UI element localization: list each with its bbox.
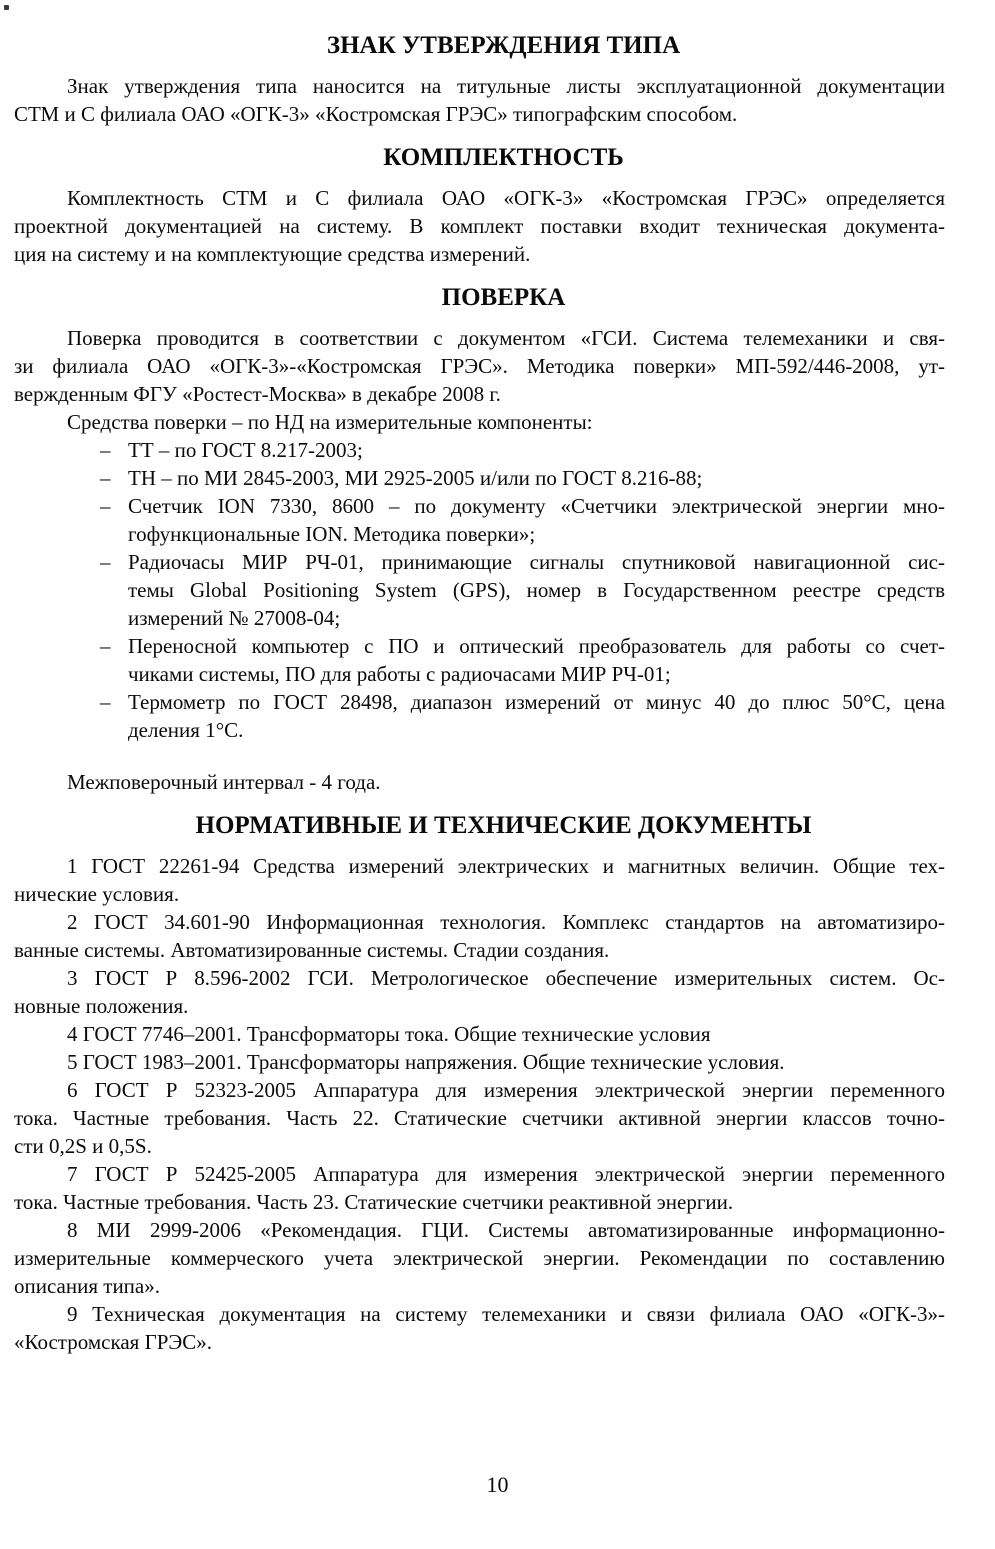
text-line: Знак утверждения типа наносится на титульные листы эксплуатационной документации xyxy=(67,74,945,98)
bullet-dash-marker: – xyxy=(100,438,111,462)
normative-doc-item-9 xyxy=(14,1300,945,1356)
text-line: новные положения. xyxy=(14,994,189,1018)
text-line: Радиочасы МИР РЧ-01, принимающие сигналы спутниковой навигационной сис- xyxy=(128,550,945,574)
text-line: Средства поверки – по НД на измерительные компоненты: xyxy=(67,410,593,434)
text-line: Термометр по ГОСТ 28498, диапазон измерений от минус 40 до плюс 50°С, цена xyxy=(128,690,945,714)
verification-tool-item-ion-meter xyxy=(14,492,945,548)
text-line: 6 ГОСТ Р 52323-2005 Аппаратура для измерения электрической энергии переменного xyxy=(67,1078,945,1102)
para-completeness xyxy=(14,184,945,268)
bullet-dash-marker: – xyxy=(100,466,111,490)
scan-artifact xyxy=(4,5,9,10)
text-line: «Костромская ГРЭС». xyxy=(14,1330,213,1354)
heading-approval-mark: ЗНАК УТВЕРЖДЕНИЯ ТИПА xyxy=(326,32,681,59)
text-line: Комплектность СТМ и С филиала ОАО «ОГК-3» «Костромская ГРЭС» определяется xyxy=(67,186,945,210)
bullet-dash-marker: – xyxy=(100,550,111,574)
text-line: 8 МИ 2999-2006 «Рекомендация. ГЦИ. Системы автоматизированные информационно- xyxy=(67,1218,945,1242)
heading-completeness: КОМПЛЕКТНОСТЬ xyxy=(383,144,624,171)
text-line: зи филиала ОАО «ОГК-3»-«Костромская ГРЭС». Методика поверки» МП-592/446-2008, ут- xyxy=(14,354,945,378)
text-line: 7 ГОСТ Р 52425-2005 Аппаратура для измерения электрической энергии переменного xyxy=(67,1162,945,1186)
normative-doc-item-8 xyxy=(14,1216,945,1300)
text-line: темы Global Positioning System (GPS), номер в Государственном реестре средств xyxy=(128,578,945,602)
text-line: описания типа». xyxy=(14,1274,160,1298)
para-verification xyxy=(14,324,945,408)
bullet-dash-marker: – xyxy=(100,634,111,658)
text-line: 9 Техническая документация на систему телемеханики и связи филиала ОАО «ОГК-3»- xyxy=(67,1302,945,1326)
text-line: СТМ и С филиала ОАО «ОГК-3» «Костромская ГРЭС» типографским способом. xyxy=(14,102,738,126)
normative-doc-item-2 xyxy=(14,908,945,964)
text-line: ванные системы. Автоматизированные системы. Стадии создания. xyxy=(14,938,610,962)
heading-verification: ПОВЕРКА xyxy=(441,284,566,311)
text-line: ция на систему и на комплектующие средства измерений. xyxy=(14,242,531,266)
normative-doc-item-1 xyxy=(14,852,945,908)
heading-normative-documents: НОРМАТИВНЫЕ И ТЕХНИЧЕСКИЕ ДОКУМЕНТЫ xyxy=(195,812,812,839)
bullet-dash-marker: – xyxy=(100,494,111,518)
text-line: Межповерочный интервал - 4 года. xyxy=(67,770,381,794)
text-line: ТН – по МИ 2845-2003, МИ 2925-2005 и/или по ГОСТ 8.216-88; xyxy=(128,466,703,490)
verification-tool-item-thermometer xyxy=(14,688,945,744)
normative-doc-item-6 xyxy=(14,1076,945,1160)
verification-tool-item-radio-clock xyxy=(14,548,945,632)
text-line: измерений № 27008-04; xyxy=(128,606,341,630)
text-line: деления 1°С. xyxy=(128,718,244,742)
text-line: 3 ГОСТ Р 8.596-2002 ГСИ. Метрологическое обеспечение измерительных систем. Ос- xyxy=(67,966,945,990)
text-line: ТТ – по ГОСТ 8.217-2003; xyxy=(128,438,363,462)
para-calibration-interval xyxy=(14,768,945,796)
verification-tool-item-tt xyxy=(14,436,945,464)
document-content xyxy=(14,30,945,1356)
normative-doc-item-7 xyxy=(14,1160,945,1216)
para-verification-means xyxy=(14,408,945,436)
text-line: нические условия. xyxy=(14,882,180,906)
page-number: 10 xyxy=(486,1472,509,1497)
text-line: сти 0,2S и 0,5S. xyxy=(14,1134,152,1158)
text-line: проектной документацией на систему. В комплект поставки входит техническая документа- xyxy=(14,214,945,238)
text-line: 4 ГОСТ 7746–2001. Трансформаторы тока. Общие технические условия xyxy=(67,1022,711,1046)
verification-tool-item-tn xyxy=(14,464,945,492)
text-line: Поверка проводится в соответствии с документом «ГСИ. Система телемеханики и свя- xyxy=(67,326,945,350)
text-line: тока. Частные требования. Часть 22. Статические счетчики активной энергии классов точно- xyxy=(14,1106,945,1130)
text-line: вержденным ФГУ «Ростест-Москва» в декабре 2008 г. xyxy=(14,382,501,406)
text-line: 5 ГОСТ 1983–2001. Трансформаторы напряжения. Общие технические условия. xyxy=(67,1050,785,1074)
verification-tool-item-portable-computer xyxy=(14,632,945,688)
bullet-dash-marker: – xyxy=(100,690,111,714)
text-line: Переносной компьютер с ПО и оптический преобразователь для работы со счет- xyxy=(128,634,945,658)
normative-doc-item-3 xyxy=(14,964,945,1020)
text-line: гофункциональные ION. Методика поверки»; xyxy=(128,522,536,546)
text-line: Счетчик ION 7330, 8600 – по документу «Счетчики электрической энергии мно- xyxy=(128,494,945,518)
text-line: 1 ГОСТ 22261-94 Средства измерений электрических и магнитных величин. Общие тех- xyxy=(67,854,945,878)
normative-doc-item-5 xyxy=(14,1048,945,1076)
normative-doc-item-4 xyxy=(14,1020,945,1048)
text-line: чиками системы, ПО для работы с радиочасами МИР РЧ-01; xyxy=(128,662,671,686)
para-approval-mark xyxy=(14,72,945,128)
text-line: измерительные коммерческого учета электрической энергии. Рекомендации по составлению xyxy=(14,1246,945,1270)
text-line: 2 ГОСТ 34.601-90 Информационная технология. Комплекс стандартов на автоматизиро- xyxy=(67,910,945,934)
text-line: тока. Частные требования. Часть 23. Статические счетчики реактивной энергии. xyxy=(14,1190,734,1214)
